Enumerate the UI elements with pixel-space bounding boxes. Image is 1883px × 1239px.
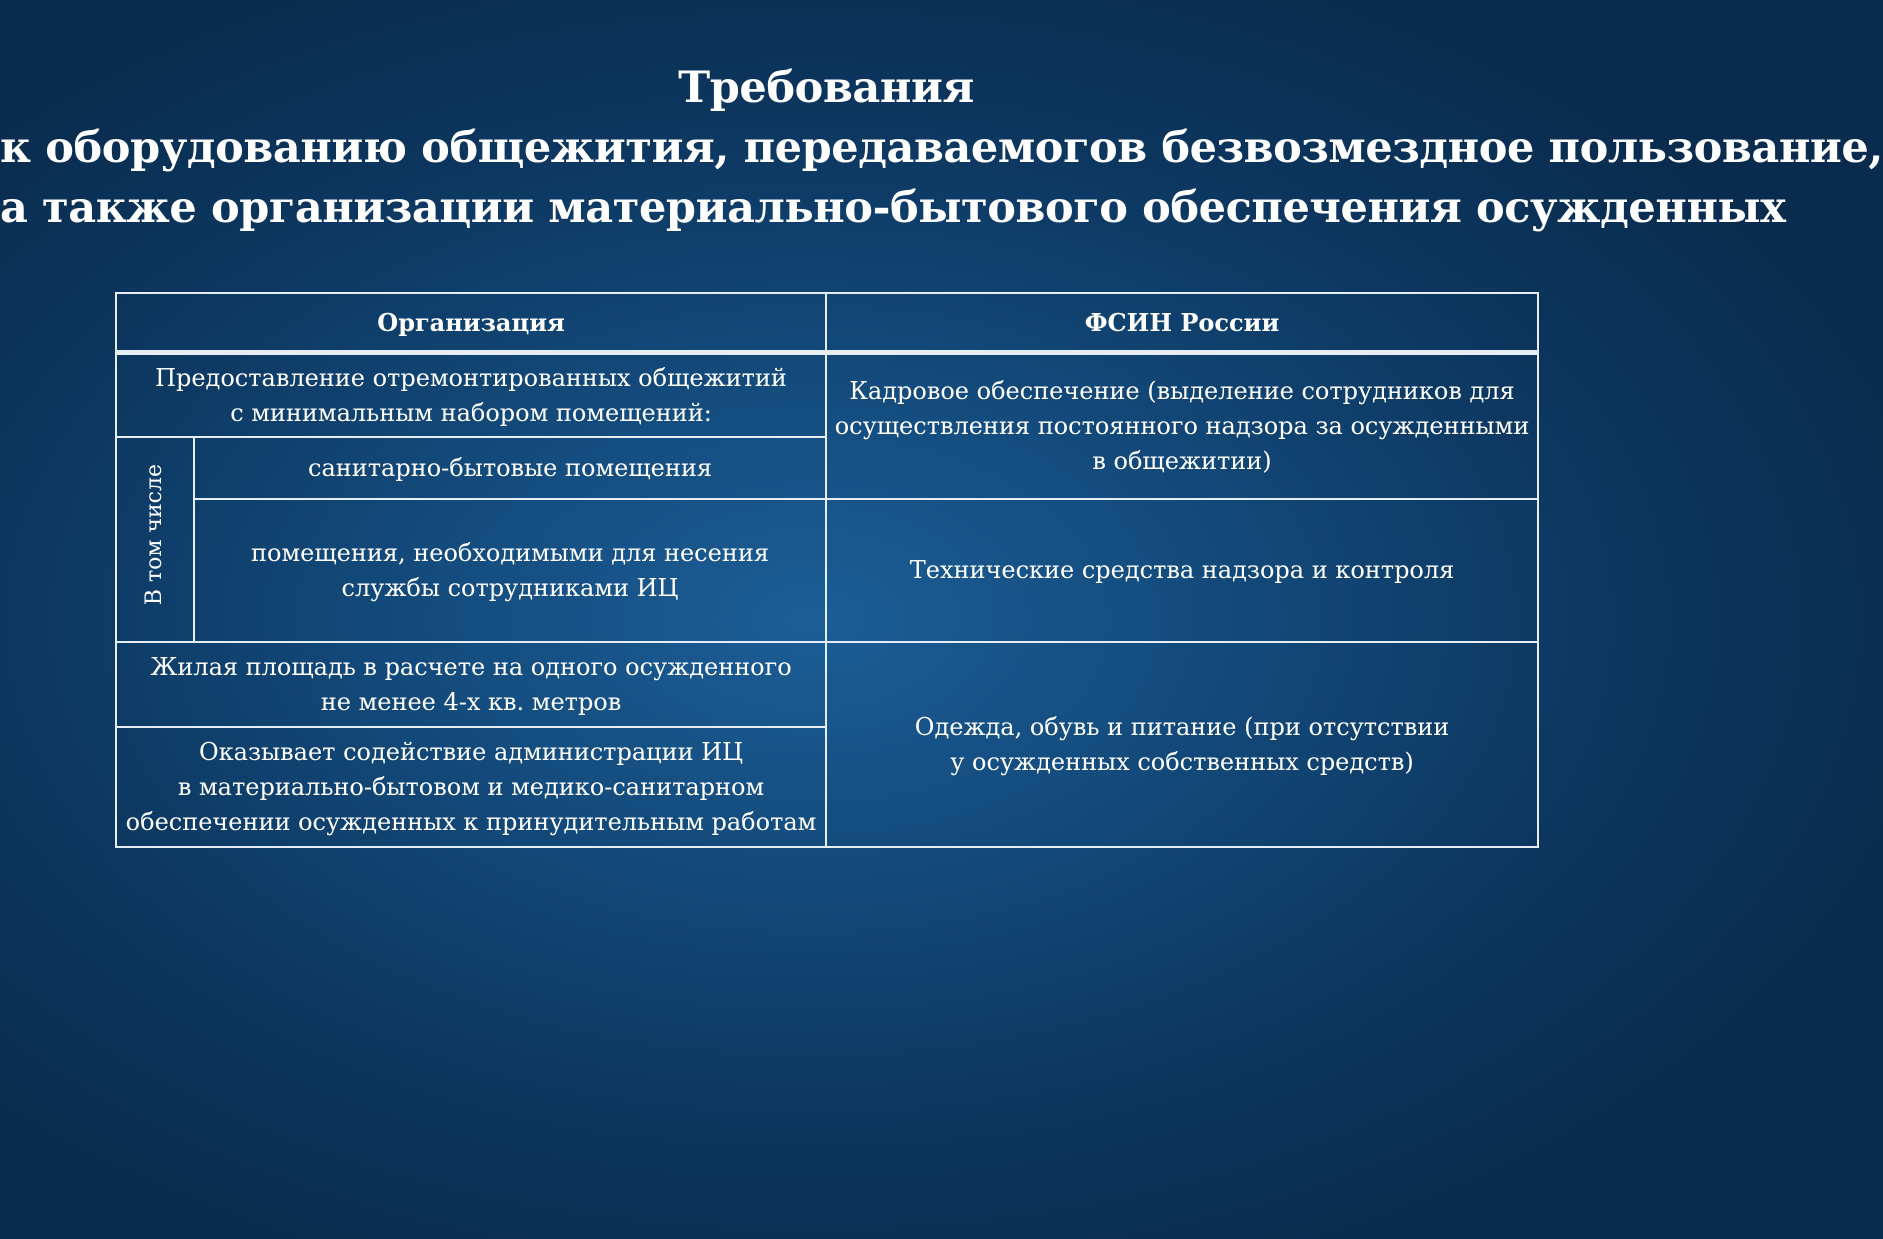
cell-provision-line-1: Предоставление отремонтированных общежитий [155,363,787,392]
header-fsin: ФСИН России [826,293,1538,353]
header-organization: Организация [116,293,826,353]
including-label: В том числе [142,463,167,606]
cell-staffing-line-1: Кадровое обеспечение (выделение сотрудников для [849,377,1515,405]
cell-including-label [116,437,194,642]
slide-title [0,58,1883,238]
requirements-table [115,292,1539,848]
title-line-3: а также организации материально-бытового обеспечения осужденных [0,183,1786,233]
cell-living-area-line-2: не менее 4-х кв. метров [320,687,622,716]
cell-assistance [116,727,826,847]
cell-staffing-line-2: осуществления постоянного надзора за осужденными [834,412,1530,440]
cell-staffing [826,353,1538,500]
cell-provision [116,353,826,438]
title-line-2: к оборудованию общежития, передаваемогов безвозмездное пользование, [0,123,1883,173]
cell-clothing-food [826,642,1538,847]
cell-technical-means: Технические средства надзора и контроля [826,499,1538,642]
table-row [116,353,1538,438]
table-row [116,499,1538,642]
table-header-row [116,293,1538,353]
table-row [116,642,1538,727]
cell-assistance-line-2: в материально-бытовом и медико-санитарном [177,772,765,801]
cell-assistance-line-1: Оказывает содействие администрации ИЦ [198,737,744,766]
cell-living-area [116,642,826,727]
cell-service-rooms [194,499,826,642]
cell-sanitary-rooms: санитарно-бытовые помещения [194,437,826,499]
cell-provision-line-2: с минимальным набором помещений: [230,398,712,427]
cell-staffing-line-3: в общежитии) [1092,447,1272,475]
cell-service-rooms-line-1: помещения, необходимыми для несения [251,538,769,567]
cell-living-area-line-1: Жилая площадь в расчете на одного осужденного [150,652,792,681]
cell-clothing-line-1: Одежда, обувь и питание (при отсутствии [914,712,1450,741]
cell-service-rooms-line-2: службы сотрудниками ИЦ [341,573,679,602]
title-line-1: Требования [678,63,974,113]
cell-assistance-line-3: обеспечении осужденных к принудительным работам [125,807,817,836]
cell-clothing-line-2: у осужденных собственных средств) [950,747,1414,776]
